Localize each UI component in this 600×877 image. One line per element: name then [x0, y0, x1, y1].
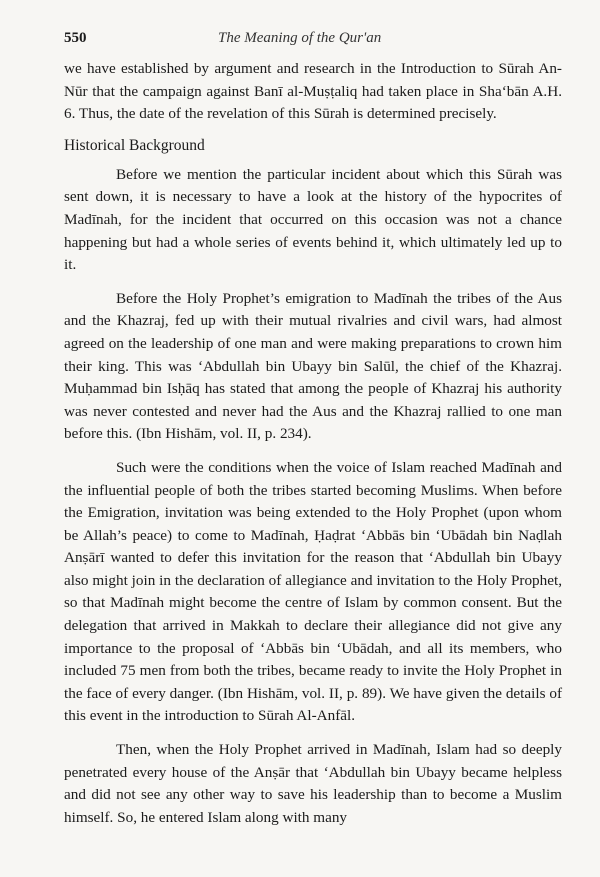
running-header	[64, 30, 562, 54]
paragraph-4: Then, when the Holy Prophet arrived in Madīnah, Islam had so deeply penetrated every house of the Anṣār that ‘Abdullah bin Ubayy became helpless and did not see any other way to save his leadership than to become a Muslim himself. So, he entered Islam along with many	[64, 741, 562, 826]
page-number: 550	[64, 30, 87, 46]
paragraph-2: Before the Holy Prophet’s emigration to Madīnah the tribes of the Aus and the Khazraj, fed up with their mutual rivalries and civil wars, had almost agreed on the leadership of one man and were making preparations to crown him their king. This was ‘Abdullah bin Ubayy bin Salūl, the chief of the Khazraj. Muḥammad bin Isḥāq has stated that among the people of Khazraj his authority was never contested and never had the Aus and the Khazraj rallied to one man before this. (Ibn Hishām, vol. II, p. 234).	[64, 289, 562, 443]
paragraph-intro: we have established by argument and research in the Introduction to Sūrah An-Nūr that the campaign against Banī al-Muṣṭaliq had taken place in Sha‘bān A.H. 6. Thus, the date of the revelation of this Sūrah is determined precisely.	[64, 60, 562, 123]
section-heading: Historical Background	[64, 136, 205, 154]
paragraph-1: Before we mention the particular incident about which this Sūrah was sent down, it is necessary to have a look at the history of the hypocrites of Madīnah, for the incident that occurred on this occasion was not a chance happening but had a whole series of events behind it, which ultimately led up to it.	[64, 165, 562, 274]
running-title: The Meaning of the Qur'an	[218, 30, 382, 46]
paragraph-3: Such were the conditions when the voice of Islam reached Madīnah and the influential people of both the tribes started becoming Muslims. When before the Emigration, invitation was being extended to the Holy Prophet (upon whom be Allah’s peace) to come to Madīnah, Ḥaḍrat ‘Abbās bin ‘Ubādah bin Naḍlah Anṣārī wanted to defer this invitation for the reason that ‘Abdullah bin Ubayy also might join in the declaration of allegiance and invitation to the Holy Prophet, so that Madīnah might become the centre of Islam by common consent. But the delegation that arrived in Makkah to declare their allegiance did not give any importance to the proposal of ‘Abbās bin ‘Ubādah, and all its members, who included 75 men from both the tribes, became ready to invite the Holy Prophet in the face of every danger. (Ibn Hishām, vol. II, p. 89). We have given the details of this event in the introduction to Sūrah Al-Anfāl.	[64, 458, 562, 725]
